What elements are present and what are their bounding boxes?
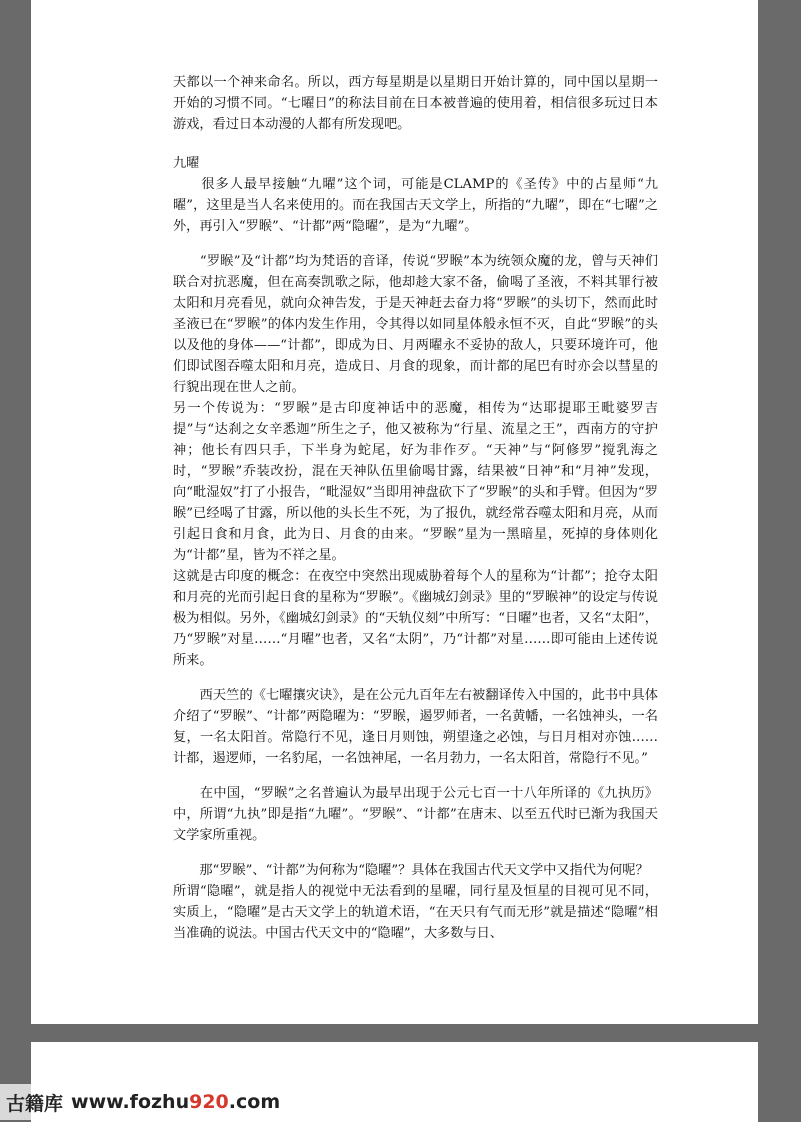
- watermark-url-prefix: www.fozhu: [71, 1091, 190, 1113]
- paragraph: 所谓“隐曜”，就是指人的视觉中无法看到的星曜，同行星及恒星的目视可见不同，实质上，“隐曜”是古天文学上的轨道术语，“在天只有气而无形”就是描述“隐曜”相当准确的说法。中国古代天文中的“隐曜”，大多数与日、: [173, 884, 658, 941]
- paragraph: 这就是古印度的概念：在夜空中突然出现威胁着每个人的星称为“计都”；抢夺太阳和月亮的光而引起日食的星称为“罗睺”。《幽城幻剑录》里的“罗睺神”的设定与传说极为相似。另外，《幽城幻剑录》的“天轨仪刻”中所写：“日曜”也者，又名“太阳”，乃“罗睺”对星……“月曜”也者，又名“太阴”，乃“计都”对星……即可能由上述传说所来。: [173, 569, 658, 668]
- paragraph: 天都以一个神来命名。所以，西方每星期是以星期日开始计算的，同中国以星期一开始的习惯不同。“七曜日”的称法目前在日本被普遍的使用着，相信很多玩过日本游戏，看过日本动漫的人都有所发现吧。: [173, 75, 658, 132]
- paragraph: 很多人最早接触“九曜”这个词，可能是CLAMP的《圣传》中的占星师“九曜”，这里是当人名来使用的。而在我国古天文学上，所指的“九曜”，即在“七曜”之外，再引入“罗睺”、“计都”两“隐曜”，是为“九曜”。: [173, 177, 658, 234]
- section-heading: 九曜: [173, 156, 200, 171]
- site-watermark: [0, 1084, 281, 1120]
- watermark-url-suffix: .com: [228, 1091, 281, 1113]
- paragraph: 另一个传说为：“罗睺”是古印度神话中的恶魔，相传为“达耶提耶王毗婆罗吉提”与“达刹之女辛悉迦”所生之子，他又被称为“行星、流星之王”，西南方的守护神；他长有四只手，下半身为蛇尾，好为非作歹。“天神”与“阿修罗”搅乳海之时，“罗睺”乔装改扮，混在天神队伍里偷喝甘露，结果被“日神”和“月神”发现，向“毗湿奴”打了小报告，“毗湿奴”当即用神盘砍下了“罗睺”的头和手臂。但因为“罗睺”已经喝了甘露，所以他的头长生不死，为了报仇，就经常吞噬太阳和月亮，从而引起日食和月食，此为日、月食的由来。“罗睺”星为一黑暗星，死掉的身体则化为“计都”星，皆为不祥之星。: [173, 401, 658, 563]
- watermark-url-digits: 920: [189, 1091, 229, 1113]
- paragraph: 在中国，“罗睺”之名普遍认为最早出现于公元七百一十八年所译的《九执历》中，所谓“九执”即是指“九曜”。“罗睺”、“计都”在唐末、以至五代时已渐为我国天文学家所重视。: [173, 786, 658, 843]
- paragraph: 西天竺的《七曜攘灾诀》，是在公元九百年左右被翻译传入中国的，此书中具体介绍了“罗睺”、“计都”两隐曜为：“罗睺，遏罗师者，一名黄幡，一名蚀神头，一名复，一名太阳首。常隐行不见，逢日月则蚀，朔望逢之必蚀，与日月相对亦蚀……计都，遏逻师，一名豹尾，一名蚀神尾，一名月勃力，一名太阳首，常隐行不见。”: [173, 688, 658, 766]
- document-page: [31, 0, 758, 1024]
- paragraph: “罗睺”及“计都”均为梵语的音译，传说“罗睺”本为统领众魔的龙，曾与天神们联合对抗恶魔，但在高奏凯歌之际，他却趁大家不备，偷喝了圣液，不料其罪行被太阳和月亮看见，就向众神告发，于是天神赶去奋力将“罗睺”的头切下，然而此时圣液已在“罗睺”的体内发生作用，令其得以如同星体般永恒不灭，自此“罗睺”的头以及他的身体——“计都”，即成为日、月两曜永不妥协的敌人，只要环境许可，他们即试图吞噬太阳和月亮，造成日、月食的现象，而计都的尾巴有时亦会以彗星的行貌出现在世人之前。: [173, 254, 658, 395]
- paragraph: 那“罗睺”、“计都”为何称为“隐曜”？具体在我国古代天文学中又指代为何呢？: [173, 863, 649, 878]
- watermark-site-name: 古籍库: [6, 1092, 64, 1115]
